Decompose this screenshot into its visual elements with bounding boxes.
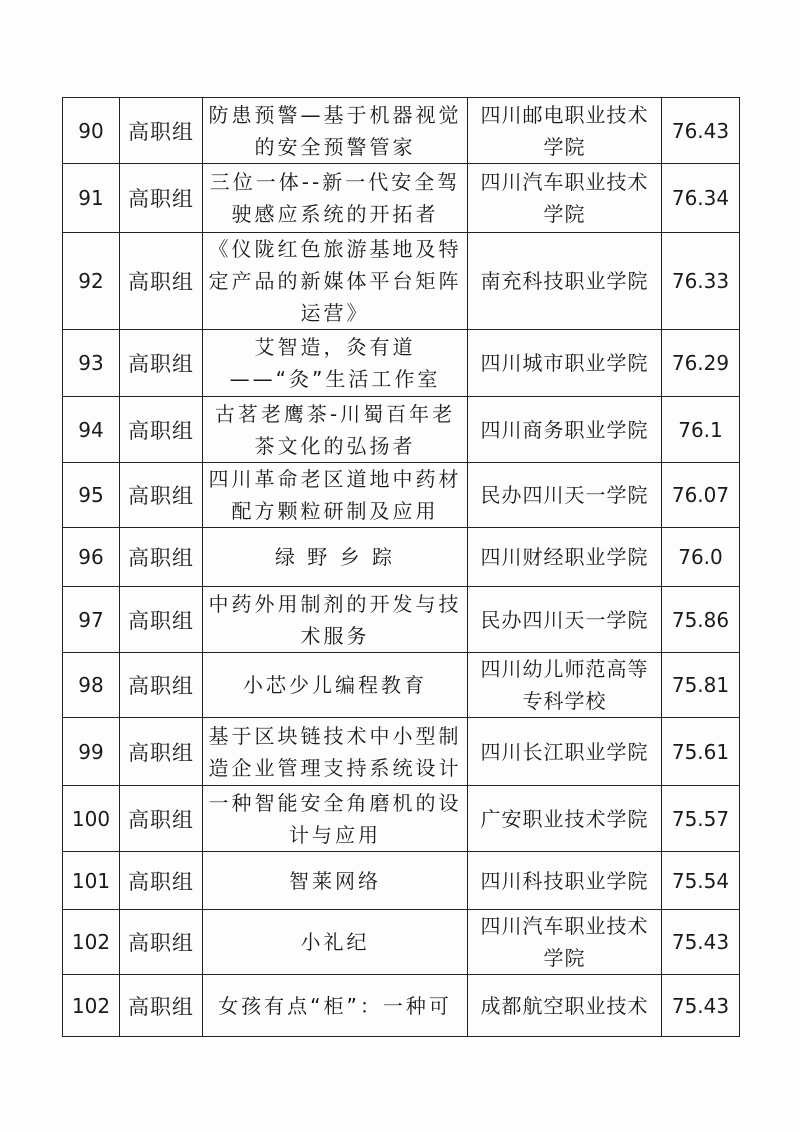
group-cell: 高职组 [120, 852, 203, 910]
table-row [63, 164, 740, 233]
project-cell: 四川革命老区道地中药材配方颗粒研制及应用 [203, 463, 468, 528]
score-cell: 76.07 [662, 463, 740, 528]
rank-cell: 96 [63, 528, 120, 587]
score-cell: 76.33 [662, 233, 740, 330]
table-row [63, 852, 740, 910]
school-cell: 四川长江职业学院 [468, 718, 662, 786]
project-cell: 绿 野 乡 踪 [203, 528, 468, 587]
rank-cell: 92 [63, 233, 120, 330]
school-cell: 四川幼儿师范高等专科学校 [468, 653, 662, 718]
school-cell: 四川城市职业学院 [468, 330, 662, 397]
project-cell: 三位一体--新一代安全驾驶感应系统的开拓者 [203, 164, 468, 233]
results-table [62, 97, 740, 1037]
rank-cell: 101 [63, 852, 120, 910]
rank-cell: 100 [63, 786, 120, 852]
group-cell: 高职组 [120, 397, 203, 463]
group-cell: 高职组 [120, 330, 203, 397]
group-cell: 高职组 [120, 718, 203, 786]
project-cell: 中药外用制剂的开发与技术服务 [203, 587, 468, 653]
project-cell: 一种智能安全角磨机的设计与应用 [203, 786, 468, 852]
table-row [63, 718, 740, 786]
school-cell: 广安职业技术学院 [468, 786, 662, 852]
table-row [63, 653, 740, 718]
rank-cell: 98 [63, 653, 120, 718]
group-cell: 高职组 [120, 233, 203, 330]
group-cell: 高职组 [120, 463, 203, 528]
score-cell: 75.61 [662, 718, 740, 786]
project-cell: 《仪陇红色旅游基地及特定产品的新媒体平台矩阵运营》 [203, 233, 468, 330]
project-cell: 古茗老鹰茶-川蜀百年老茶文化的弘扬者 [203, 397, 468, 463]
table-row [63, 463, 740, 528]
school-cell: 民办四川天一学院 [468, 587, 662, 653]
school-cell: 民办四川天一学院 [468, 463, 662, 528]
school-cell: 四川邮电职业技术学院 [468, 98, 662, 164]
school-cell: 成都航空职业技术 [468, 975, 662, 1037]
score-cell: 76.43 [662, 98, 740, 164]
group-cell: 高职组 [120, 164, 203, 233]
group-cell: 高职组 [120, 653, 203, 718]
project-cell: 小芯少儿编程教育 [203, 653, 468, 718]
table-row [63, 330, 740, 397]
rank-cell: 99 [63, 718, 120, 786]
rank-cell: 102 [63, 975, 120, 1037]
project-cell: 小礼纪 [203, 910, 468, 975]
school-cell: 四川财经职业学院 [468, 528, 662, 587]
rank-cell: 91 [63, 164, 120, 233]
school-cell: 四川汽车职业技术学院 [468, 910, 662, 975]
rank-cell: 94 [63, 397, 120, 463]
group-cell: 高职组 [120, 528, 203, 587]
score-cell: 75.54 [662, 852, 740, 910]
table-row [63, 233, 740, 330]
score-cell: 76.1 [662, 397, 740, 463]
group-cell: 高职组 [120, 587, 203, 653]
table-row [63, 587, 740, 653]
rank-cell: 97 [63, 587, 120, 653]
table-row [63, 910, 740, 975]
school-cell: 南充科技职业学院 [468, 233, 662, 330]
score-cell: 76.29 [662, 330, 740, 397]
school-cell: 四川商务职业学院 [468, 397, 662, 463]
score-cell: 75.81 [662, 653, 740, 718]
school-cell: 四川科技职业学院 [468, 852, 662, 910]
table-row [63, 397, 740, 463]
table-row [63, 528, 740, 587]
project-cell: 女孩有点“柜”：一种可 [203, 975, 468, 1037]
group-cell: 高职组 [120, 910, 203, 975]
project-cell: 智莱网络 [203, 852, 468, 910]
group-cell: 高职组 [120, 98, 203, 164]
project-cell: 基于区块链技术中小型制造企业管理支持系统设计 [203, 718, 468, 786]
table-row [63, 975, 740, 1037]
project-cell: 防患预警—基于机器视觉的安全预警管家 [203, 98, 468, 164]
score-cell: 75.43 [662, 975, 740, 1037]
rank-cell: 90 [63, 98, 120, 164]
score-cell: 76.34 [662, 164, 740, 233]
rank-cell: 95 [63, 463, 120, 528]
score-cell: 75.57 [662, 786, 740, 852]
group-cell: 高职组 [120, 786, 203, 852]
rank-cell: 102 [63, 910, 120, 975]
table-row [63, 98, 740, 164]
group-cell: 高职组 [120, 975, 203, 1037]
school-cell: 四川汽车职业技术学院 [468, 164, 662, 233]
score-cell: 75.43 [662, 910, 740, 975]
project-cell: 艾智造，灸有道——“灸”生活工作室 [203, 330, 468, 397]
rank-cell: 93 [63, 330, 120, 397]
score-cell: 76.0 [662, 528, 740, 587]
table-row [63, 786, 740, 852]
score-cell: 75.86 [662, 587, 740, 653]
